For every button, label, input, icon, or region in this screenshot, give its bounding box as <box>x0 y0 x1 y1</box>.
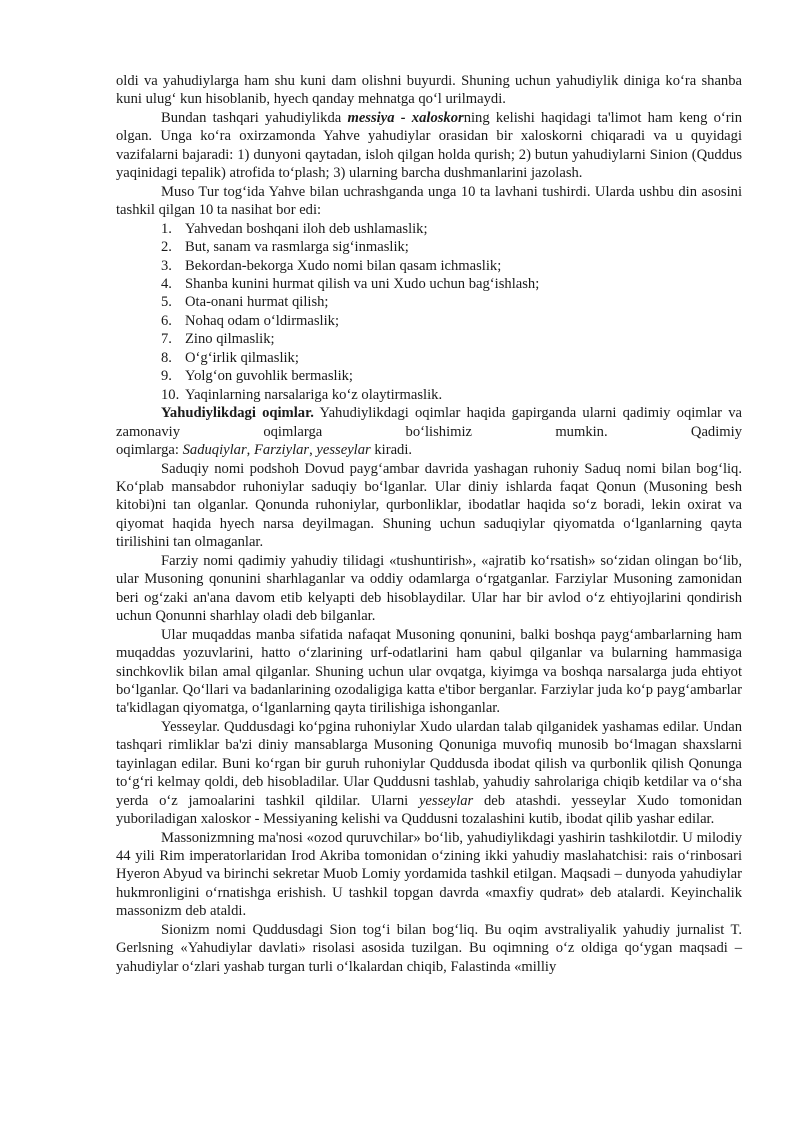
list-number: 4. <box>161 275 172 292</box>
section-heading-currents: Yahudiylikdagi oqimlar. <box>161 405 314 422</box>
document-page <box>116 72 742 976</box>
messiah-term: messiya - xaloskor <box>347 109 464 126</box>
list-text: Yahvedan boshqani iloh deb ushlamaslik; <box>185 220 428 237</box>
list-number: 5. <box>161 294 172 311</box>
list-item <box>161 275 742 293</box>
messiah-text-start: Bundan tashqari yahudiylikda <box>161 109 348 126</box>
list-item <box>161 367 742 385</box>
list-number: 6. <box>161 312 172 329</box>
list-text: Yolg‘on guvohlik bermaslik; <box>185 368 353 385</box>
list-number: 2. <box>161 239 172 256</box>
list-number: 3. <box>161 257 172 274</box>
currents-intro-text: Yahudiylikdagi oqimlar haqida gapirganda ularni qadimiy oqimlar va zamonaviy oqimlarga bo‘lishimiz mumkin. Qadimiy <box>116 405 742 440</box>
paragraph-sadducees: Saduqiy nomi podshoh Dovud payg‘ambar davrida yashagan ruhoniy Saduq nomi bilan bog‘liq. Ko‘plab mansabdor ruhoniylar saduqiy bo‘lganlar. Ular diniy ishlarda faqat Qonun (Musoning besh kitobi)ni tan olganlar. Qonunda ruhoniylar, qurbonliklar, ibodatlar haqida so‘z boradi, lekin oxirat va qiyomat haqida hyech narsa deyilmagan. Shuning uchun saduqiylar qiyomatda o‘lganlarning qayta tirilishini tan olmaganlar. <box>116 460 742 551</box>
essenes-text-start: Yesseylar. Quddusdagi ko‘pgina ruhoniylar Xudo ulardan talab qilganidek yashamas edilar. Undan tashqari rimliklar ba'zi diniy mansablarga Musoning Qonuniga muvofiq munosib bo‘lmagan shaxslarni tayinlagan edilar. Buni ko‘rgan bir guruh ruhoniylar Quddusda ibodat qilish va qurbonlik qilish Qonunga to‘g‘ri kelmay qoldi, deb hisobladilar. Ular Quddusni tashlab, yahudiy sahrolariga chiqib ketdilar va o‘sha yerda o‘z jamoalarini tashkil qildilar. Ularni <box>116 718 742 809</box>
paragraph-ten-tablets: Muso Tur tog‘ida Yahve bilan uchrashganda unga 10 ta lavhani tushirdi. Ularda ushbu din asosini tashkil qilgan 10 ta nasihat bor edi: <box>116 183 742 219</box>
list-text: Zino qilmaslik; <box>185 331 275 348</box>
paragraph-pharisees: Farziy nomi qadimiy yahudiy tilidagi «tushuntirish», «ajratib ko‘rsatish» so‘zidan olingan bo‘lib, ular Musoning qonunini sharhlaganlar va oddiy odamlarga o‘rgatganlar. Farziylar Musoning zamonidan beri og‘zaki an'ana davom etib kelyapti deb hisoblaydilar. Ular har bir avlod o‘z ehtiyojlarini qondirish uchun Qonunni sharhlay oladi deb bilganlar. <box>116 552 742 625</box>
list-text: But, sanam va rasmlarga sig‘inmaslik; <box>185 239 409 256</box>
paragraph-essenes <box>116 718 742 829</box>
list-item <box>161 330 742 348</box>
list-text: Shanba kunini hurmat qilish va uni Xudo uchun bag‘ishlash; <box>185 275 540 292</box>
list-item <box>161 293 742 311</box>
term-yesseylar: yesseylar <box>316 442 371 459</box>
separator: , <box>309 442 317 459</box>
list-number: 10. <box>161 386 180 403</box>
list-number: 1. <box>161 220 172 237</box>
paragraph-messiah <box>116 109 742 183</box>
paragraph-currents-list <box>116 441 742 459</box>
term-farziylar: Farziylar <box>253 442 310 459</box>
list-item <box>161 386 742 404</box>
essenes-text-end: deb atashdi. yesseylar Xudo tomonidan yuboriladigan xaloskor - Messiyaning kelishi va Quddusni tozalashini kutib, ibodat qilib yashar edilar. <box>116 792 742 828</box>
currents-end: kiradi. <box>370 442 413 459</box>
paragraph-pharisees-practice: Ular muqaddas manba sifatida nafaqat Musoning qonunini, balki boshqa payg‘ambarlarning ham muqaddas yozuvlarini, hatto o‘zlarining urf-odatlarini ham qabul qilganlar va bularning hammasiga sinchkovlik bilan amal qilganlar. Shuning uchun ular ovqatga, kiyimga va boshqa narsalarga juda ehtiyot bo‘lganlar. Qo‘llari va badanlarining ozodaligiga katta e'tibor berganlar. Farziylar juda ko‘p payg‘ambarlar ta'kidlagan qiyomatga, o‘lganlarning qayta tirilishiga ishonganlar. <box>116 626 742 717</box>
list-text: O‘g‘irlik qilmaslik; <box>185 349 299 366</box>
list-number: 9. <box>161 368 172 385</box>
list-item <box>161 349 742 367</box>
list-item <box>161 220 742 238</box>
paragraph-currents-intro <box>116 404 742 441</box>
commandments-list <box>116 220 742 405</box>
term-saduqiylar: Saduqiylar <box>182 442 247 459</box>
list-number: 8. <box>161 349 172 366</box>
paragraph-zionism: Sionizm nomi Quddusdagi Sion tog‘i bilan bog‘liq. Bu oqim avstraliyalik yahudiy jurnalist T. Gerlsning «Yahudiylar davlati» risolasi asosida tuzilgan. Bu oqimning o‘z oldiga qo‘ygan maqsadi – yahudiylar o‘zlari yashab turgan turli o‘lkalardan chiqib, Falastinda «milliy <box>116 921 742 975</box>
currents-label: oqimlarga: <box>116 442 183 459</box>
list-text: Yaqinlarning narsalariga ko‘z olaytirmaslik. <box>185 386 443 403</box>
messiah-text-end: ning kelishi haqidagi ta'limot ham keng o‘rin olgan. Unga ko‘ra oxirzamonda Yahve yahudiylar orasidan bir xaloskorni chiqaradi va u quyidagi vazifalarni bajaradi: 1) dunyoni qaytadan, isloh qilgan holda qurish; 2) butun yahudiylarni Sinion (Quddus yaqinidagi tepalik) atrofida to‘plash; 3) ularning barcha dushmanlarini jazolash. <box>116 109 742 182</box>
list-text: Nohaq odam o‘ldirmaslik; <box>185 312 340 329</box>
list-item <box>161 257 742 275</box>
term-yesseylar-inline: yesseylar <box>418 792 474 809</box>
list-text: Ota-onani hurmat qilish; <box>185 294 329 311</box>
list-number: 7. <box>161 331 172 348</box>
separator: , <box>246 442 254 459</box>
list-item <box>161 238 742 256</box>
list-item <box>161 312 742 330</box>
list-text: Bekordan-bekorga Xudo nomi bilan qasam ichmaslik; <box>185 257 502 274</box>
paragraph-freemasonry: Massonizmning ma'nosi «ozod quruvchilar» bo‘lib, yahudiylikdagi yashirin tashkilotdir. U milodiy 44 yili Rim imperatorlaridan Irod Akriba tomonidan o‘zining ikki yahudiy maslahatchisi: rais o‘rinbosari Hyeron Abyud va birinchi sekretar Muob Lomiy yordamida tashkil etilgan. Maqsadi – dunyoda yahudiylar hukmronligini o‘rnatishga erishish. U tashkil topgan davrda «maxfiy qudrat» deb atalardi. Keyinchalik massonizm deb ataldi. <box>116 829 742 920</box>
paragraph-shabbat: oldi va yahudiylarga ham shu kuni dam olishni buyurdi. Shuning uchun yahudiylik diniga ko‘ra shanba kuni ulug‘ kun hisoblanib, hyech qanday mehnatga qo‘l urilmaydi. <box>116 73 742 108</box>
